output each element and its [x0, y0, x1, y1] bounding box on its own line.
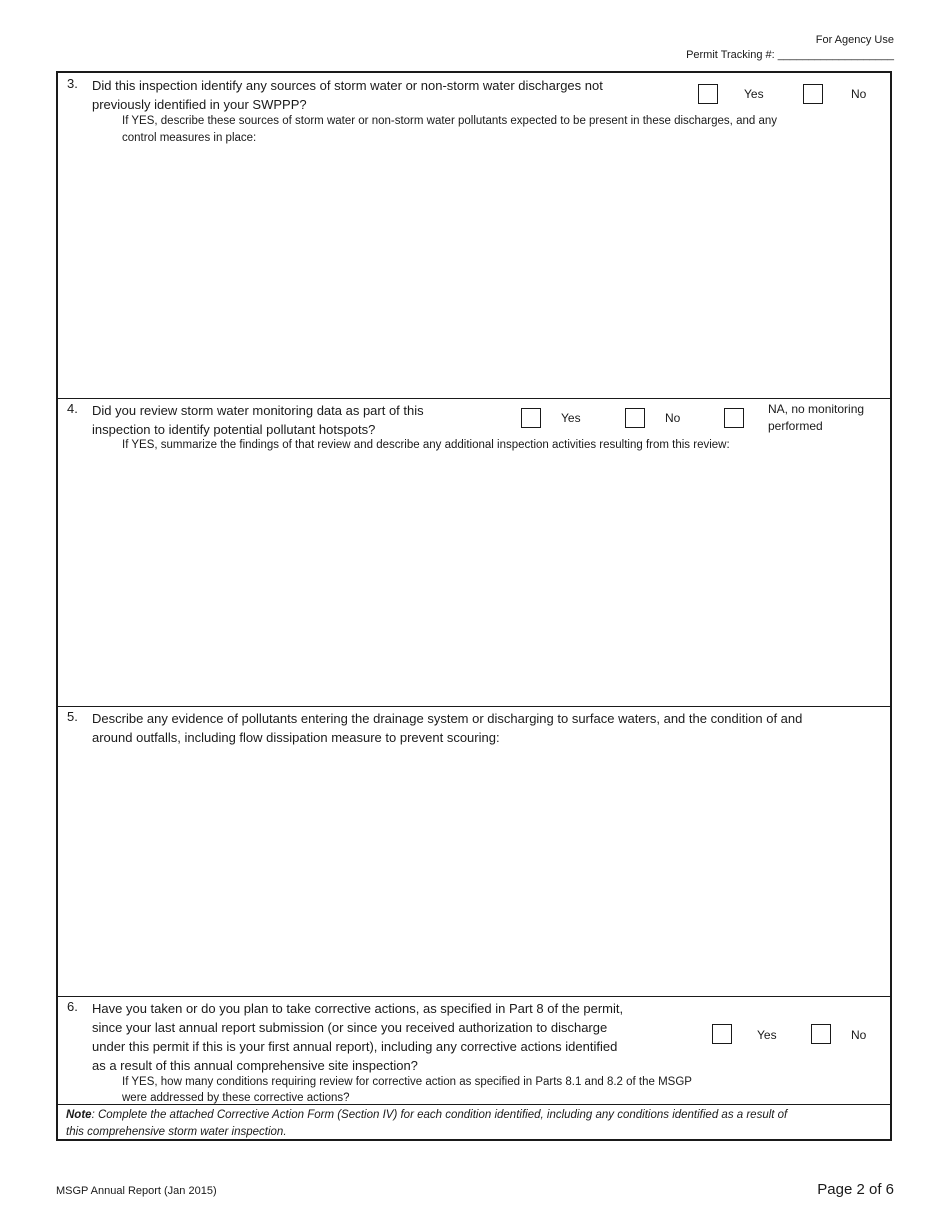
page-number: Page 2 of 6 — [817, 1181, 894, 1198]
question-5-text-line1: Describe any evidence of pollutants entering the drainage system or discharging to surface waters, and the condition of and — [92, 711, 803, 726]
question-3-yes-label: Yes — [744, 87, 764, 101]
question-4-yes-label: Yes — [561, 411, 581, 425]
question-4-na-label-line1: NA, no monitoring — [768, 402, 865, 416]
question-6-no-checkbox[interactable] — [811, 1024, 831, 1044]
question-3-text-line2: previously identified in your SWPPP? — [92, 97, 307, 112]
question-4-no-checkbox[interactable] — [625, 408, 645, 428]
question-4-number: 4. — [67, 401, 78, 416]
question-4-na-label-line2: performed — [768, 419, 823, 433]
question-6-no-label: No — [851, 1028, 867, 1042]
question-6-yes-checkbox[interactable] — [712, 1024, 732, 1044]
question-6-yes-label: Yes — [757, 1028, 777, 1042]
question-4-section — [58, 399, 890, 707]
permit-tracking-field[interactable]: Permit Tracking #: ___________________ — [686, 49, 894, 61]
question-3-section — [58, 73, 890, 399]
question-4-sub-line1: If YES, summarize the findings of that review and describe any additional inspection activities resulting from this review: — [122, 439, 730, 451]
question-3-response-area[interactable] — [92, 153, 880, 392]
question-4-na-checkbox[interactable] — [724, 408, 744, 428]
question-4-no-label: No — [665, 411, 681, 425]
agency-use-label: For Agency Use — [815, 34, 894, 46]
question-3-no-label: No — [851, 87, 867, 101]
question-3-no-checkbox[interactable] — [803, 84, 823, 104]
note-label: Note — [66, 1109, 92, 1121]
question-5-text-line2: around outfalls, including flow dissipation measure to prevent scouring: — [92, 730, 500, 745]
question-6-sub-line2: were addressed by these corrective actions? — [122, 1092, 350, 1104]
form-name-footer: MSGP Annual Report (Jan 2015) — [56, 1185, 217, 1197]
question-4-text-line2: inspection to identify potential pollutant hotspots? — [92, 422, 376, 437]
question-3-text-line1: Did this inspection identify any sources of storm water or non-storm water discharges not — [92, 78, 603, 93]
question-3-number: 3. — [67, 76, 78, 91]
question-6-text-line2: since your last annual report submission (or since you received authorization to discharge — [92, 1020, 608, 1035]
note-text-line2: this comprehensive storm water inspection. — [66, 1126, 287, 1138]
question-3-yes-checkbox[interactable] — [698, 84, 718, 104]
question-4-response-area[interactable] — [92, 459, 880, 700]
question-6-number: 6. — [67, 999, 78, 1014]
question-6-section — [58, 997, 890, 1105]
question-4-yes-checkbox[interactable] — [521, 408, 541, 428]
question-4-text-line1: Did you review storm water monitoring data as part of this — [92, 403, 424, 418]
note-text: : Complete the attached Corrective Action Form (Section IV) for each condition identified, including any conditions identified as a result of — [91, 1109, 788, 1121]
question-5-response-area[interactable] — [92, 753, 880, 990]
question-6-text-line4: as a result of this annual comprehensive site inspection? — [92, 1058, 418, 1073]
corrective-action-note — [66, 1107, 866, 1141]
question-5-number: 5. — [67, 709, 78, 724]
question-5-section — [58, 707, 890, 997]
question-3-sub-line2: control measures in place: — [122, 132, 257, 144]
question-6-text-line3: under this permit if this is your first annual report), including any corrective actions identified — [92, 1039, 618, 1054]
question-3-sub-line1: If YES, describe these sources of storm water or non-storm water pollutants expected to be present in these discharges, and any — [122, 115, 777, 127]
form-frame — [56, 71, 892, 1141]
question-6-sub-line1: If YES, how many conditions requiring review for corrective action as specified in Parts 8.1 and 8.2 of the MSGP — [122, 1076, 692, 1088]
question-6-text-line1: Have you taken or do you plan to take corrective actions, as specified in Part 8 of the permit, — [92, 1001, 624, 1016]
